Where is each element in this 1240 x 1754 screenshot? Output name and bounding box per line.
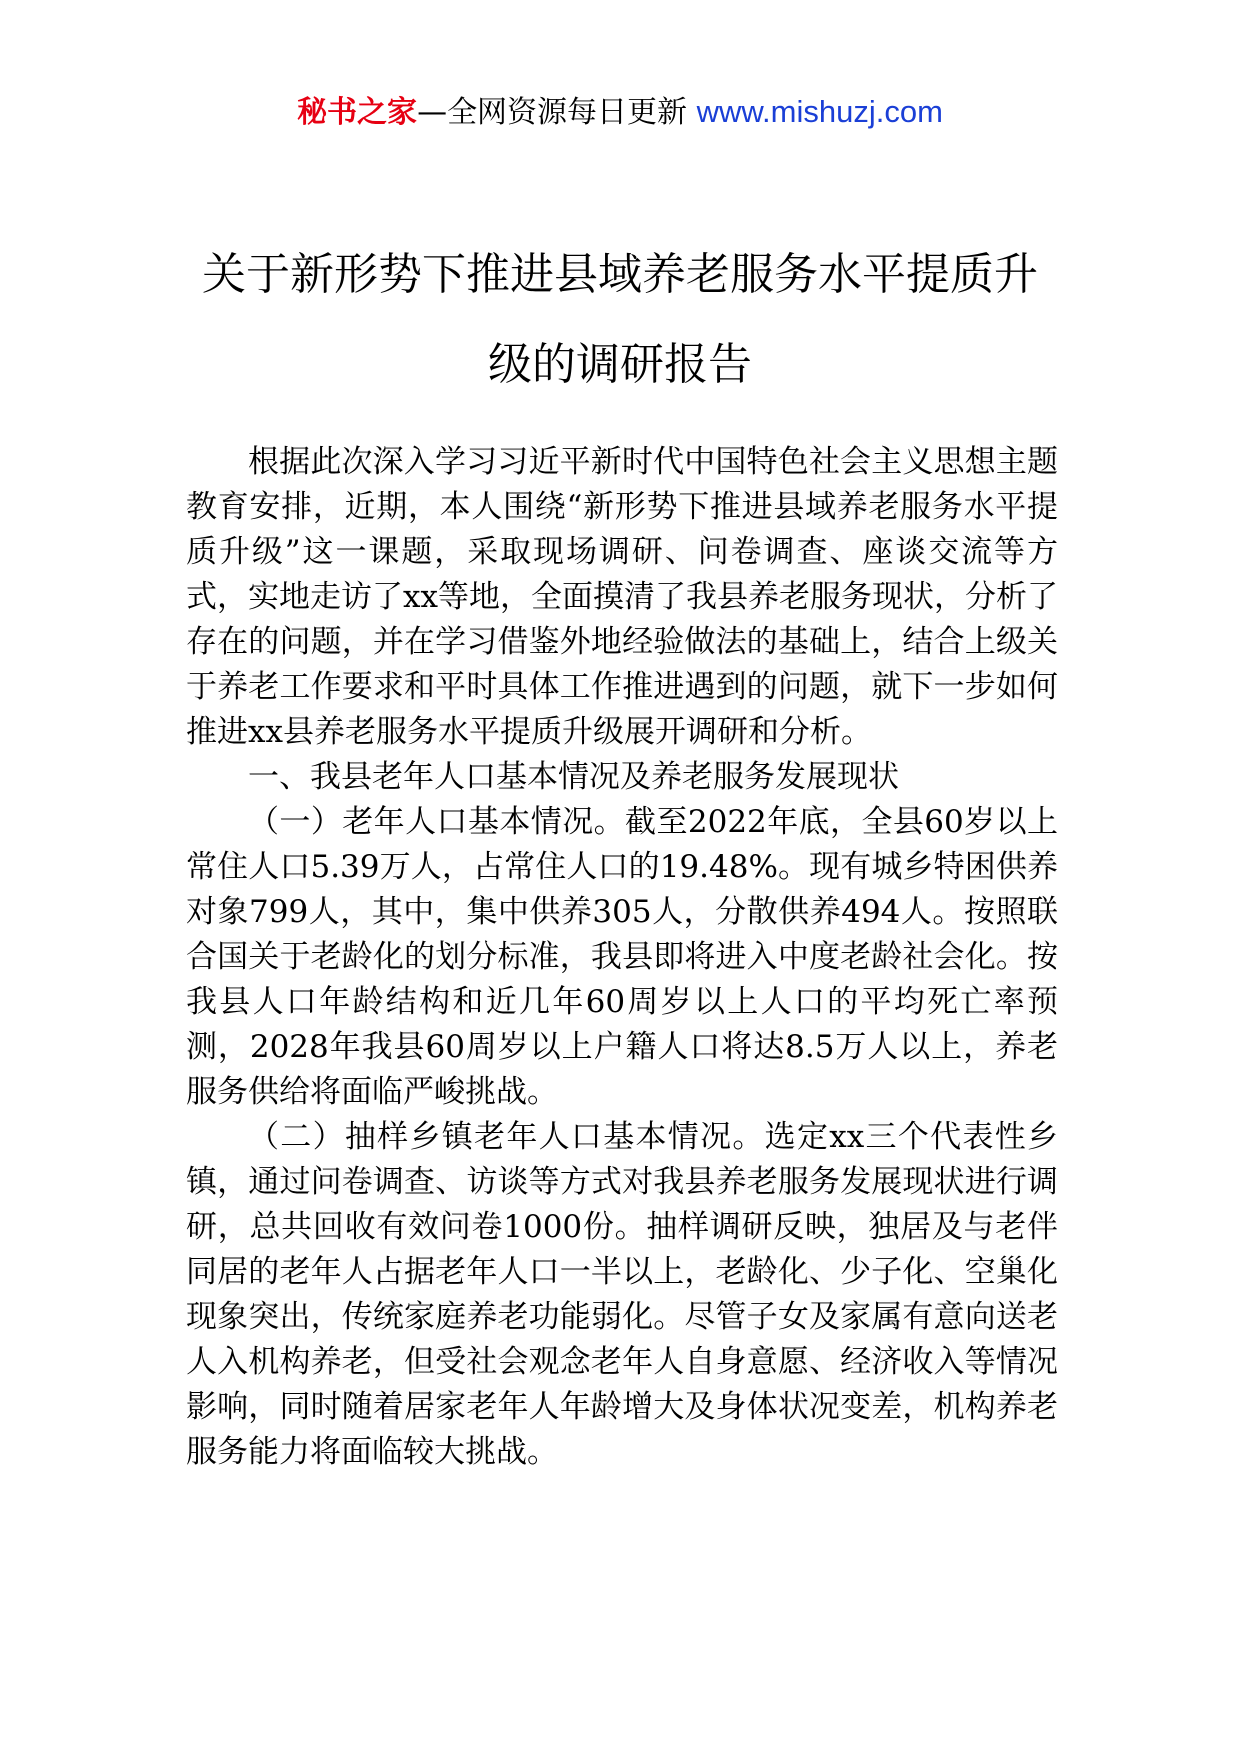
site-header	[0, 92, 1240, 133]
document-body	[186, 440, 1058, 1475]
site-url-link[interactable]: www.mishuzj.com	[696, 94, 943, 129]
site-brand: 秘书之家	[297, 95, 418, 130]
section-heading-1: 一、我县老年人口基本情况及养老服务发展现状	[248, 759, 899, 795]
site-tagline: —全网资源每日更新	[417, 95, 697, 130]
subsection-paragraph-2: （二）抽样乡镇老年人口基本情况。选定xx三个代表性乡镇，通过问卷调查、访谈等方式对我县养老服务发展现状进行调研，总共回收有效问卷1000份。抽样调研反映，独居及与老伴同居的老年人占据老年人口一半以上，老龄化、少子化、空巢化现象突出，传统家庭养老功能弱化。尽管子女及家属有意向送老人入机构养老，但受社会观念老年人自身意愿、经济收入等情况影响，同时随着居家老年人年龄增大及身体状况变差，机构养老服务能力将面临较大挑战。	[186, 1119, 1058, 1470]
intro-paragraph: 根据此次深入学习习近平新时代中国特色社会主义思想主题教育安排，近期，本人围绕“新形势下推进县域养老服务水平提质升级”这一课题，采取现场调研、问卷调查、座谈交流等方式，实地走访了xx等地，全面摸清了我县养老服务现状，分析了存在的问题，并在学习借鉴外地经验做法的基础上，结合上级关于养老工作要求和平时具体工作推进遇到的问题，就下一步如何推进xx县养老服务水平提质升级展开调研和分析。	[186, 444, 1058, 750]
subsection-paragraph-1: （一）老年人口基本情况。截至2022年底，全县60岁以上常住人口5.39万人，占常住人口的19.48%。现有城乡特困供养对象799人，其中，集中供养305人，分散供养494人。按照联合国关于老龄化的划分标准，我县即将进入中度老龄社会化。按我县人口年龄结构和近几年60周岁以上人口的平均死亡率预测，2028年我县60周岁以上户籍人口将达8.5万人以上，养老服务供给将面临严峻挑战。	[186, 804, 1058, 1110]
document-title: 关于新形势下推进县域养老服务水平提质升级的调研报告	[202, 249, 1038, 390]
